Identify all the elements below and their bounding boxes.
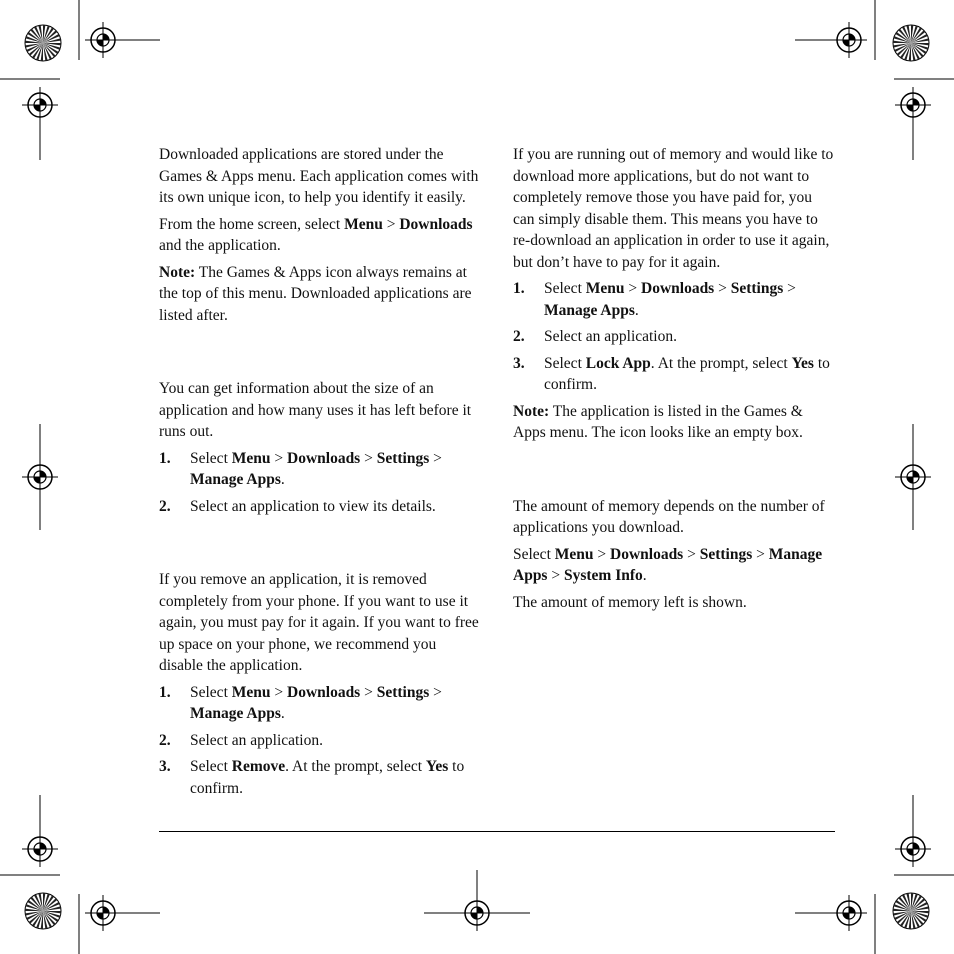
step-item: 2. Select an application to view its details. (159, 497, 436, 515)
registration-target-icon (831, 22, 867, 58)
registration-target-icon (459, 895, 495, 931)
disable-app-intro: If you are running out of memory and would like to download more applications, but do not want to completely remove those you have paid for, you can simply disable them. This means you have to re-download an application in order to use it again, but don’t have to pay for it again. (513, 146, 834, 271)
starburst-target-icon (25, 25, 61, 61)
registration-target-icon (22, 831, 58, 867)
starburst-target-icon (893, 25, 929, 61)
memory-intro: The amount of memory depends on the number of applications you download. (513, 497, 825, 536)
downloads-intro: Downloaded applications are stored under the Games & Apps menu. Each application comes with its own unique icon, to help you identify it easily. (159, 146, 479, 206)
starburst-target-icon (25, 893, 61, 929)
registration-target-icon (831, 895, 867, 931)
registration-target-icon (895, 831, 931, 867)
step-item: 3. Select Lock App. At the prompt, select Yes to confirm. (513, 354, 830, 393)
home-screen-instruction: From the home screen, select Menu > Downloads and the application. (159, 215, 473, 254)
registration-target-icon (85, 22, 121, 58)
games-apps-note: Note: The Games & Apps icon always remains at the top of this menu. Downloaded applications are listed after. (159, 263, 472, 324)
app-info-intro: You can get information about the size of an application and how many uses it has left before it runs out. (159, 380, 472, 440)
registration-target-icon (85, 895, 121, 931)
step-item: 3. Select Remove. At the prompt, select Yes to confirm. (159, 758, 465, 797)
step-item: 1. Select Menu > Downloads > Settings > Manage Apps. (159, 683, 442, 722)
lock-app-note: Note: The application is listed in the Games & Apps menu. The icon looks like an empty box. (513, 402, 803, 441)
registration-target-icon (895, 87, 931, 123)
step-item: 1. Select Menu > Downloads > Settings > Manage Apps. (513, 280, 796, 319)
registration-target-icon (895, 459, 931, 495)
step-item: 1. Select Menu > Downloads > Settings > Manage Apps. (159, 449, 442, 488)
memory-result: The amount of memory left is shown. (513, 593, 747, 611)
registration-target-icon (22, 87, 58, 123)
step-item: 2. Select an application. (159, 731, 323, 749)
registration-target-icon (22, 459, 58, 495)
starburst-target-icon (893, 893, 929, 929)
step-item: 2. Select an application. (513, 328, 677, 345)
remove-app-intro: If you remove an application, it is removed completely from your phone. If you want to use it again, you must pay for it again. If you want to free up space on your phone, we recommend you disable the application. (159, 571, 479, 674)
system-info-instruction: Select Menu > Downloads > Settings > Manage Apps > System Info. (513, 545, 823, 584)
